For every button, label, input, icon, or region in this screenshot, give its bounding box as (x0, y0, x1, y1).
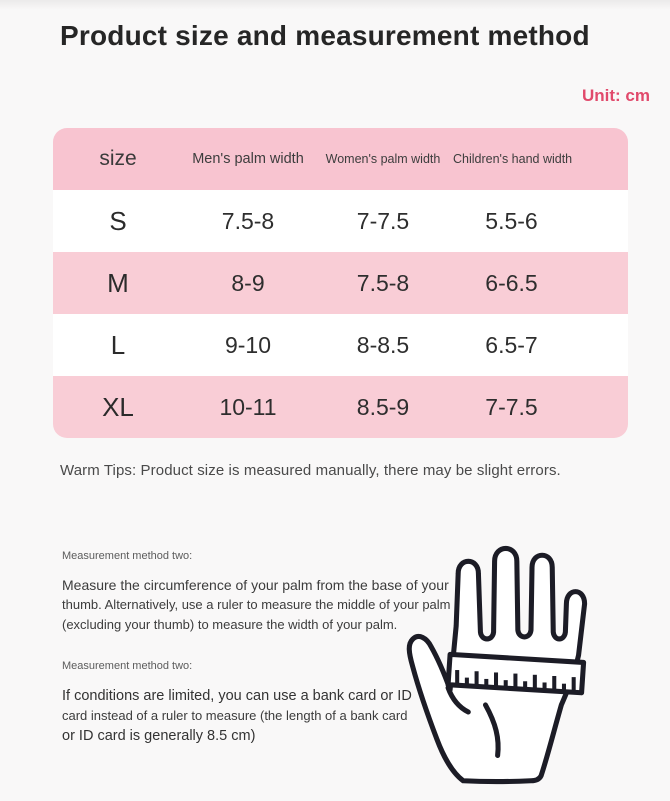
table-cell-value: 8-8.5 (356, 331, 410, 358)
method-text-line: (excluding your thumb) to measure the width of your palm. (62, 617, 398, 632)
table-cell-value: 8-9 (231, 269, 265, 296)
table-cell-value: 9-10 (224, 331, 272, 358)
table-cell-value: 8.5-9 (356, 393, 410, 420)
table-row-s (53, 190, 628, 252)
measurement-method-label-1: Measurement method two: (62, 550, 193, 562)
method-text-line: If conditions are limited, you can use a bank card or ID (62, 688, 412, 704)
table-cell-size: XL (102, 391, 134, 422)
unit-label: Unit: cm (582, 86, 650, 105)
table-row-xl (53, 376, 628, 438)
table-cell-value: 6-6.5 (485, 269, 538, 296)
table-cell-value: 7-7.5 (485, 393, 538, 420)
header-cell-mens-palm-width: Men's palm width (192, 151, 304, 167)
table-cell-value: 7-7.5 (356, 207, 410, 234)
header-cell-womens-palm-width: Women's palm width (325, 152, 441, 166)
method-text-line: or ID card is generally 8.5 cm) (62, 728, 256, 744)
header-cell-size: size (99, 147, 137, 170)
table-header-row (53, 128, 628, 190)
warm-tips-text: Warm Tips: Product size is measured manually, there may be slight errors. (60, 462, 561, 479)
table-cell-size: S (109, 205, 127, 236)
measurement-method-text-1 (62, 575, 451, 635)
method-text-line: Measure the circumference of your palm from the base of your (62, 577, 449, 593)
hand-ruler-icon (398, 533, 664, 801)
table-cell-value: 5.5-6 (485, 207, 538, 234)
measurement-method-label-2: Measurement method two: (62, 660, 193, 672)
table-row-l (53, 314, 628, 376)
page-title: Product size and measurement method (60, 20, 590, 51)
size-table (53, 128, 628, 438)
table-cell-value: 7.5-8 (356, 269, 410, 296)
method-text-line: card instead of a ruler to measure (the length of a bank card (62, 708, 408, 723)
header-cell-childrens-hand-width: Children's hand width (453, 152, 573, 166)
table-cell-size: M (107, 267, 129, 298)
table-row-m (53, 252, 628, 314)
table-cell-value: 10-11 (219, 393, 277, 420)
table-cell-size: L (110, 329, 126, 360)
method-text-line: thumb. Alternatively, use a ruler to measure the middle of your palm (62, 597, 451, 612)
table-cell-value: 6.5-7 (485, 331, 538, 358)
table-cell-value: 7.5-8 (221, 207, 275, 234)
measurement-method-text-2 (62, 686, 412, 746)
hand-ruler-illustration (398, 533, 664, 801)
